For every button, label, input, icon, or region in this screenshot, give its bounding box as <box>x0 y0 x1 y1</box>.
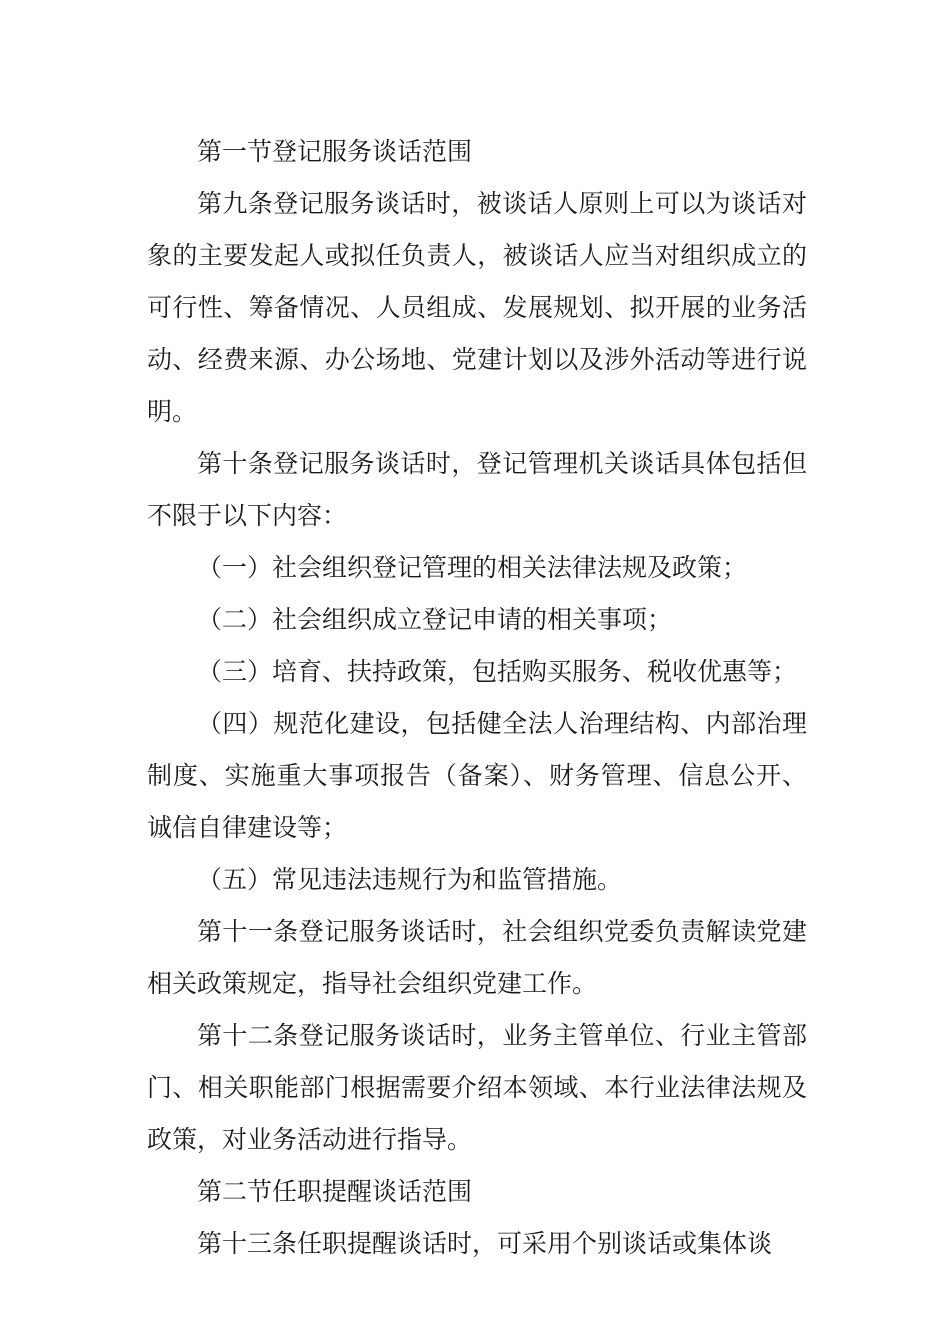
document-body <box>147 126 807 1270</box>
article-10: 第十条登记服务谈话时，登记管理机关谈话具体包括但不限于以下内容： <box>147 449 807 530</box>
section-heading-1: 第一节登记服务谈话范围 <box>197 137 473 166</box>
article-11: 第十一条登记服务谈话时，社会组织党委负责解读党建相关政策规定，指导社会组织党建工作。 <box>147 917 807 998</box>
article-10-item-3: （三）培育、扶持政策，包括购买服务、税收优惠等； <box>197 657 798 686</box>
article-10-item-5: （五）常见违法违规行为和监管措施。 <box>197 865 623 894</box>
article-10-item-2: （二）社会组织成立登记申请的相关事项； <box>197 605 673 634</box>
article-9: 第九条登记服务谈话时，被谈话人原则上可以为谈话对象的主要发起人或拟任负责人，被谈话人应当对组织成立的可行性、筹备情况、人员组成、发展规划、拟开展的业务活动、经费来源、办公场地、党建计划以及涉外活动等进行说明。 <box>147 189 807 426</box>
article-13: 第十三条任职提醒谈话时，可采用个别谈话或集体谈 <box>197 1229 773 1258</box>
article-10-item-4: （四）规范化建设，包括健全法人治理结构、内部治理制度、实施重大事项报告（备案）、财务管理、信息公开、诚信自律建设等； <box>147 709 807 842</box>
article-10-item-1: （一）社会组织登记管理的相关法律法规及政策； <box>197 553 748 582</box>
section-heading-2: 第二节任职提醒谈话范围 <box>197 1177 473 1206</box>
article-12: 第十二条登记服务谈话时，业务主管单位、行业主管部门、相关职能部门根据需要介绍本领域、本行业法律法规及政策，对业务活动进行指导。 <box>147 1021 807 1154</box>
